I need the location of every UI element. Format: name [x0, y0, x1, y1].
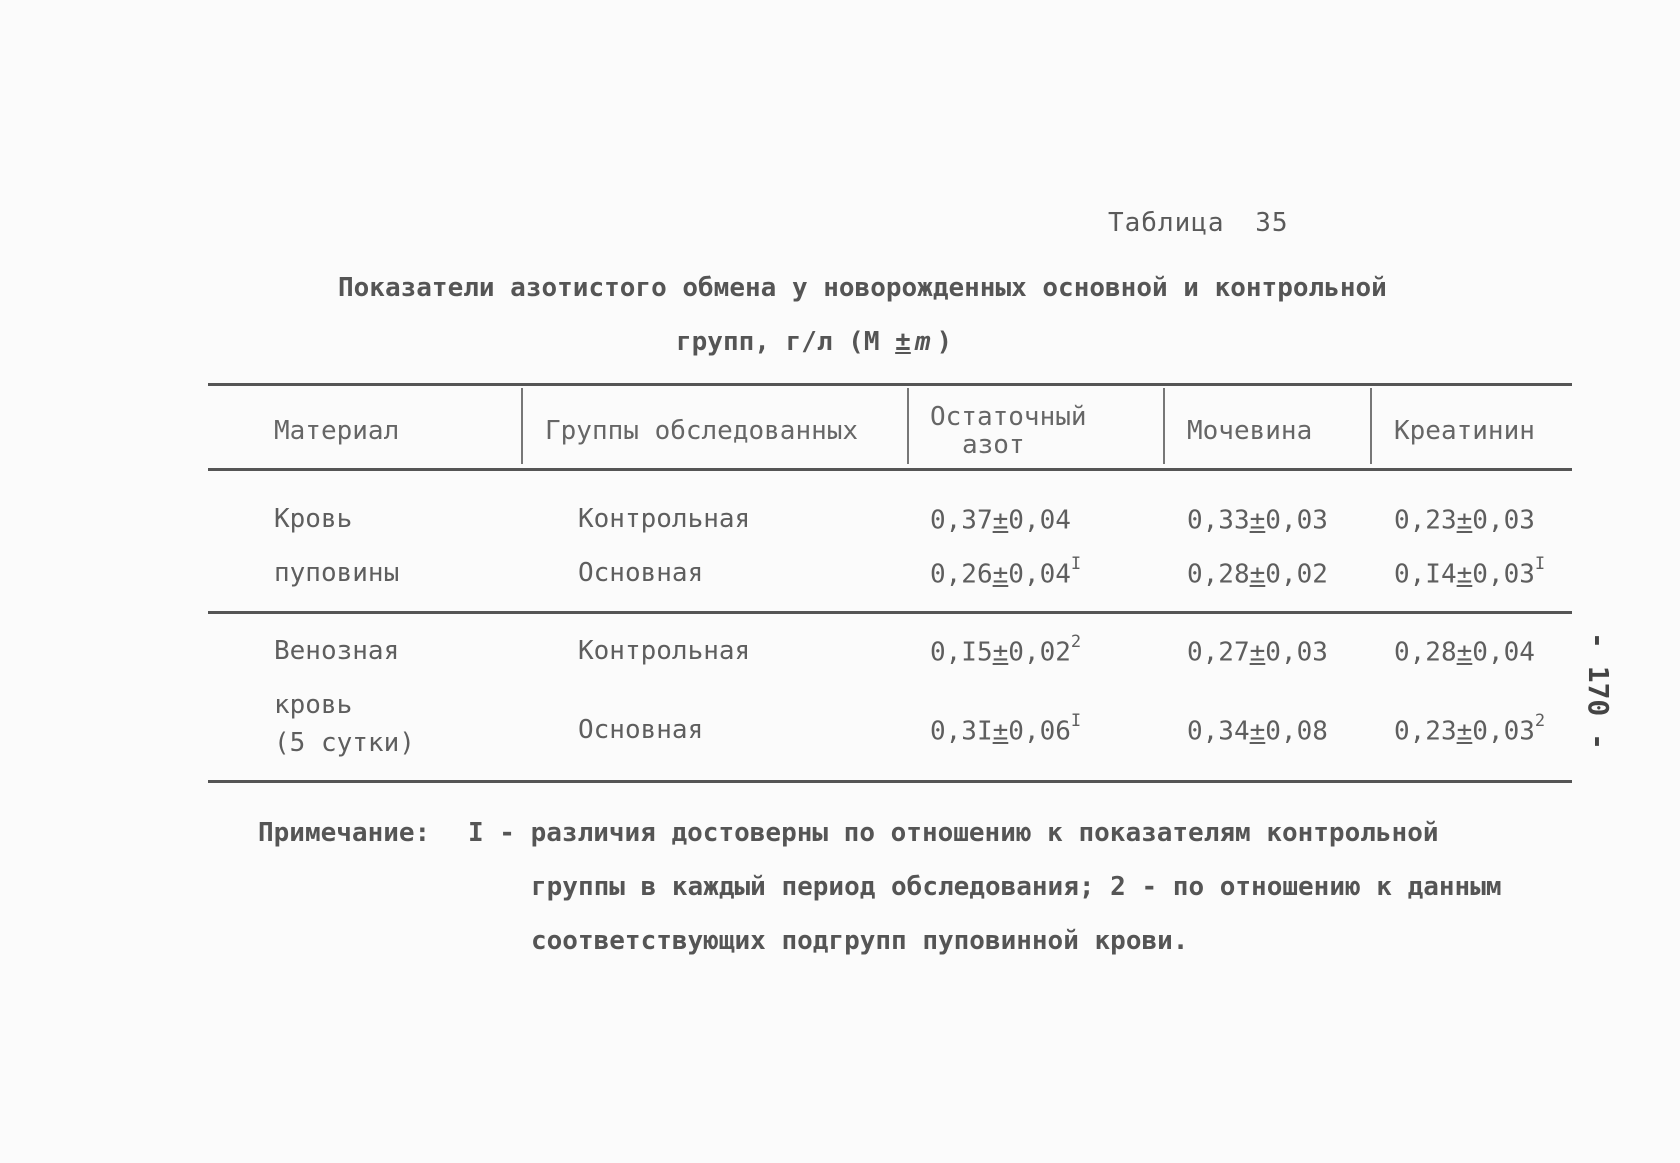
table-section-rule: [208, 611, 1572, 614]
header-residual-nitrogen-2: азот: [962, 430, 1025, 460]
page-number: - 170 -: [1582, 632, 1615, 751]
mean-value: 0,28: [1394, 637, 1457, 668]
header-separator: [907, 388, 909, 464]
urea-cell: [1187, 715, 1328, 747]
sd-value: 0,02: [1008, 637, 1071, 668]
urea-cell: [1187, 504, 1328, 536]
mean-value: 0,37: [930, 505, 993, 536]
pm-sign: ±: [1456, 559, 1473, 590]
table-top-rule: [208, 383, 1572, 386]
caption-label: Таблица: [1108, 208, 1225, 238]
residual-n-cell: [930, 711, 1082, 747]
table-bottom-rule: [208, 780, 1572, 783]
note-line2: группы в каждый период обследования; 2 - по отношению к данным: [531, 872, 1502, 902]
header-residual-nitrogen-1: Остаточный: [930, 402, 1087, 432]
sd-value: 0,03: [1265, 637, 1328, 668]
sd-value: 0,08: [1265, 716, 1328, 747]
significance-mark: 2: [1534, 711, 1546, 731]
mean-value: 0,27: [1187, 637, 1250, 668]
pm-sign: ±: [992, 637, 1009, 668]
sd-value: 0,03: [1472, 559, 1535, 590]
residual-n-cell: [930, 504, 1071, 536]
pm-sign: ±: [992, 559, 1009, 590]
sd-value: 0,03: [1472, 716, 1535, 747]
residual-n-cell: [930, 554, 1082, 590]
mean-value: 0,33: [1187, 505, 1250, 536]
header-separator: [1370, 388, 1372, 464]
sd-value: 0,03: [1265, 505, 1328, 536]
header-separator: [1163, 388, 1165, 464]
sd-value: 0,04: [1008, 559, 1071, 590]
pm-sign: ±: [992, 505, 1009, 536]
pm-sign: ±: [1456, 637, 1473, 668]
creatinine-cell: [1394, 504, 1535, 536]
sd-value: 0,03: [1472, 505, 1535, 536]
pm-sign: ±: [1249, 505, 1266, 536]
material-cell: Кровь: [274, 504, 353, 534]
pm-sign: ±: [1249, 637, 1266, 668]
title-pm-sign: ±: [895, 327, 911, 357]
group-cell: Основная: [578, 715, 704, 745]
title-close-paren: ): [936, 327, 953, 357]
group-cell: Контрольная: [578, 504, 751, 534]
urea-cell: [1187, 636, 1328, 668]
mean-value: 0,I5: [930, 637, 993, 668]
creatinine-cell: [1394, 554, 1546, 590]
sd-value: 0,06: [1008, 716, 1071, 747]
mean-value: 0,26: [930, 559, 993, 590]
significance-mark: 2: [1070, 632, 1082, 652]
sd-value: 0,04: [1008, 505, 1071, 536]
creatinine-cell: [1394, 636, 1535, 668]
significance-mark: I: [1070, 711, 1082, 731]
group-cell: Основная: [578, 558, 704, 588]
header-creatinine: Креатинин: [1394, 416, 1535, 446]
title-m-symbol: m: [914, 327, 931, 357]
header-material: Материал: [274, 416, 400, 446]
creatinine-cell: [1394, 711, 1546, 747]
group-cell: Контрольная: [578, 636, 751, 666]
note-label: Примечание:: [258, 818, 431, 848]
header-groups: Группы обследованных: [545, 416, 859, 446]
mean-value: 0,23: [1394, 505, 1457, 536]
material-cell: кровь: [274, 690, 353, 720]
header-urea: Мочевина: [1187, 416, 1313, 446]
table-caption: [1108, 208, 1289, 238]
table-title-line1: Показатели азотистого обмена у новорожденных основной и контрольной: [338, 273, 1387, 303]
pm-sign: ±: [1249, 559, 1266, 590]
material-cell: пуповины: [274, 558, 400, 588]
material-cell: Венозная: [274, 636, 400, 666]
residual-n-cell: [930, 632, 1082, 668]
note-line1: I - различия достоверны по отношению к показателям контрольной: [468, 818, 1439, 848]
table-title-line2: [676, 327, 952, 357]
pm-sign: ±: [1249, 716, 1266, 747]
sd-value: 0,04: [1472, 637, 1535, 668]
mean-value: 0,3I: [930, 716, 993, 747]
mean-value: 0,34: [1187, 716, 1250, 747]
table-header-rule: [208, 468, 1572, 471]
caption-number: 35: [1255, 208, 1289, 238]
urea-cell: [1187, 558, 1328, 590]
significance-mark: I: [1070, 554, 1082, 574]
significance-mark: I: [1534, 554, 1546, 574]
title-line2-text: групп, г/л (M: [676, 327, 896, 357]
header-separator: [521, 388, 523, 464]
sd-value: 0,02: [1265, 559, 1328, 590]
pm-sign: ±: [992, 716, 1009, 747]
pm-sign: ±: [1456, 716, 1473, 747]
note-line3: соответствующих подгрупп пуповинной крови.: [531, 926, 1189, 956]
mean-value: 0,23: [1394, 716, 1457, 747]
material-cell: (5 сутки): [274, 728, 415, 758]
mean-value: 0,28: [1187, 559, 1250, 590]
pm-sign: ±: [1456, 505, 1473, 536]
mean-value: 0,I4: [1394, 559, 1457, 590]
